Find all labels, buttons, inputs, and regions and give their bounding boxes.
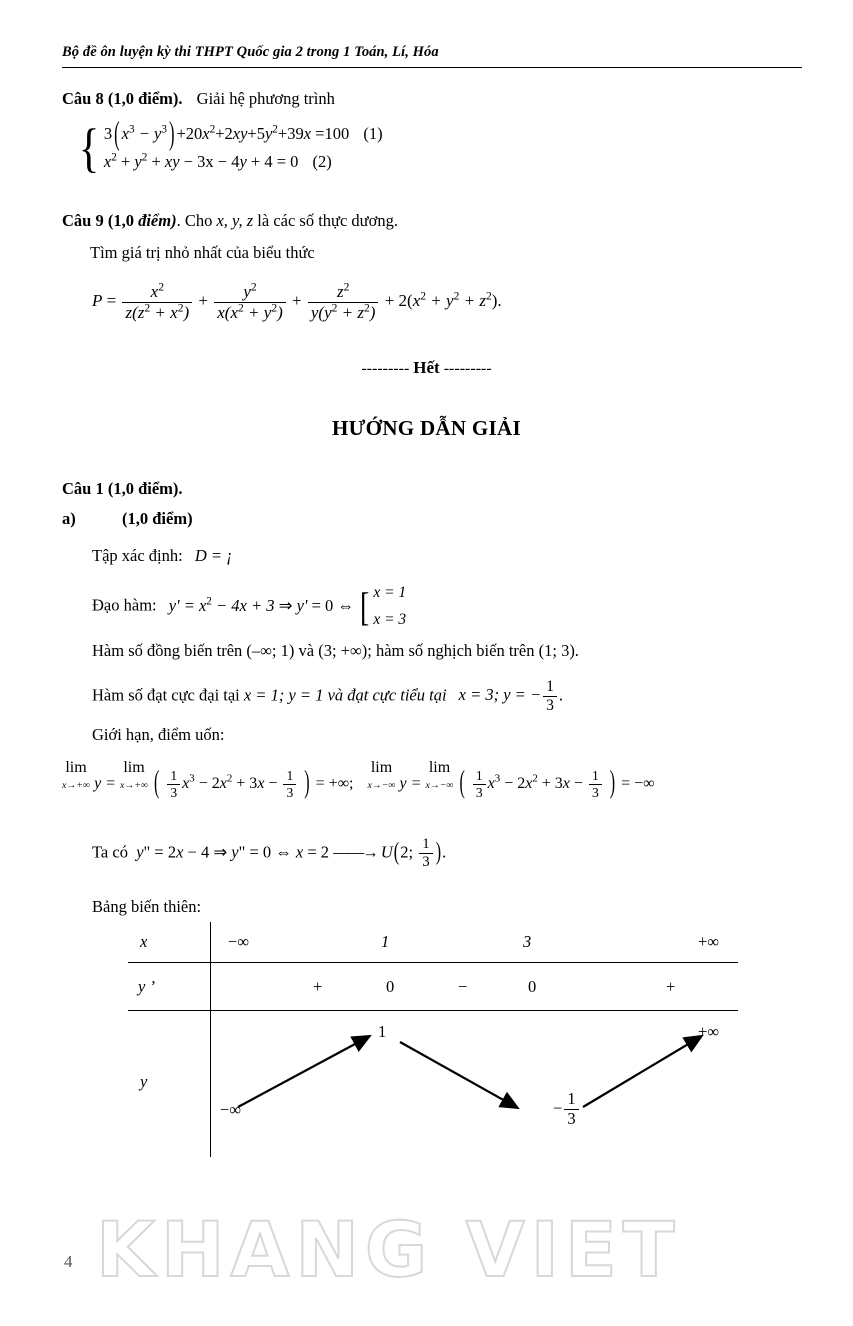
question-9-tail: là các số thực dương. [253,211,398,230]
table-yprime-value-4: + [666,977,676,996]
header-title: Bộ đề ôn luyện kỳ thi THPT Quốc gia 2 trong 1 Toán, Lí, Hóa [62,44,439,60]
table-y-value-2: − $\frac{1}{3}$ [553,1090,581,1129]
table-y-value-3: +∞ [698,1022,720,1041]
solution-title: HƯỚNG DẪN GIẢI [332,416,521,440]
table-y-min-den: 3 [564,1109,578,1129]
question-8-equation-1: 3 ( $x^3 - y^3$ ) $+20x^2+2xy+5y^2+39x =100$ (1) [103,113,383,152]
table-yprime-value-0: + [313,977,323,996]
solution-part-a-points: (1,0 điểm) [122,509,193,528]
roots-bracket: [ [359,583,370,629]
end-dash-right: --------- [443,360,492,377]
solution-root-1: x = 1 [373,584,407,601]
solution-domain-value: D = ¡ [194,546,233,565]
solution-extrema-line: Hàm số đạt cực đại tại x = 1; y = 1 và đạt cực tiểu tại x = 3; y = − $\frac{1}{3}$ . [92,678,564,715]
system-brace: { [78,118,100,179]
arrow-down-1 [400,1042,516,1107]
question-9-heading [62,210,802,232]
table-x-value-1: 1 [381,932,390,951]
question-8-heading [62,88,802,110]
solution-monotone-line: Hàm số đồng biến trên (–∞; 1) và (3; +∞); hàm số nghịch biến trên (1; 3). [92,641,579,660]
question-9-line2: Tìm giá trị nhỏ nhất của biểu thức [90,243,315,262]
watermark: KHANG VIET [96,1205,681,1294]
table-row-label-y: y [140,1072,148,1091]
table-y-min-num: 1 [567,1089,576,1108]
question-8-equation-2: $x^2 + y^2$ + xy − 3x − 4y + 4 = 0 (2) [103,151,332,172]
table-arrows [128,922,738,1157]
table-y-value-1: 1 [378,1022,387,1041]
table-row-label-yprime: y ’ [138,977,155,996]
solution-table-label: Bảng biến thiên: [92,897,202,916]
solution-extrema-frac-den: 3 [543,696,557,715]
table-x-value-2: 3 [523,932,532,951]
table-x-value-0: −∞ [228,932,250,951]
solution-q1-label: Câu 1 (1,0 điểm). [62,479,183,498]
solution-derivative-value: $y' = x^2 - 4x + 3$ ⇒ y' = 0 ⇔ [168,595,354,615]
table-yprime-value-2: − [458,977,468,996]
table-x-value-3: +∞ [698,932,720,951]
solution-second-derivative-line: Ta có y" = 2x − 4 ⇒ y" = 0 ⇔ x = 2 ——→ U(2; $\frac{1}{3}$ ). [92,836,447,871]
page-number: 4 [64,1252,73,1271]
solution-domain-label: Tập xác định: [92,546,183,565]
table-row-label-x: x [140,932,148,951]
solution-extrema-frac-num: 1 [546,678,554,695]
question-9-label-rest: . Cho [176,211,217,230]
end-marker [0,358,853,378]
solution-limit-label: Giới hạn, điểm uốn: [92,725,225,744]
solution-derivative-line [92,580,406,634]
question-8-label: Câu 8 (1,0 điểm). [62,89,183,108]
end-dash-left: --------- [361,360,410,377]
question-9-expression: P = $\frac{x^2}{z(z^2 + x^2)}$ + $\frac{y^2}{x(x^2 + y^2)}$ + $\frac{z^2}{y(y^2 + z^2)}$ + $2(x^2 + y^2 + z^2)$. [92,280,502,322]
question-9-label-points: điểm) [138,211,177,230]
table-yprime-value-1: 0 [386,977,395,996]
variation-table [128,922,738,1157]
table-yprime-value-3: 0 [528,977,537,996]
question-8-prompt: Giải hệ phương trình [196,89,335,108]
table-y-value-0: −∞ [220,1100,242,1119]
page-header [62,44,802,68]
end-word: Hết [413,358,440,377]
solution-extrema-part1: Hàm số đạt cực đại tại [92,685,240,705]
question-9-vars: x, y, z [216,211,254,230]
solution-extrema-part3: x = 3; y = − [458,685,542,705]
solution-derivative-label: Đạo hàm: [92,595,157,615]
arrow-up-1 [238,1037,368,1107]
solution-part-a: a) [62,509,76,528]
header-divider [62,67,802,68]
solution-domain-line [92,545,233,567]
question-8-system [76,113,383,179]
solution-limits-line: lim x→+∞ y = lim x→+∞ ( $\frac{1}{3}$ $x^3 - 2x^2 + 3x$ − $\frac{1}{3}$ ) = +∞; lim x→−∞ y = lim x→−∞ ( $\frac{1}{3}$ $x^3 - 2x^2 + 3x$ − $\frac{1}{3}$ ) = −∞ [62,759,655,801]
solution-extrema-part2: x = 1; y = 1 và đạt cực tiểu tại [243,685,447,705]
question-9-label: Câu 9 (1,0 [62,211,139,230]
solution-root-2: x = 3 [373,610,407,628]
arrow-up-2 [583,1037,700,1107]
